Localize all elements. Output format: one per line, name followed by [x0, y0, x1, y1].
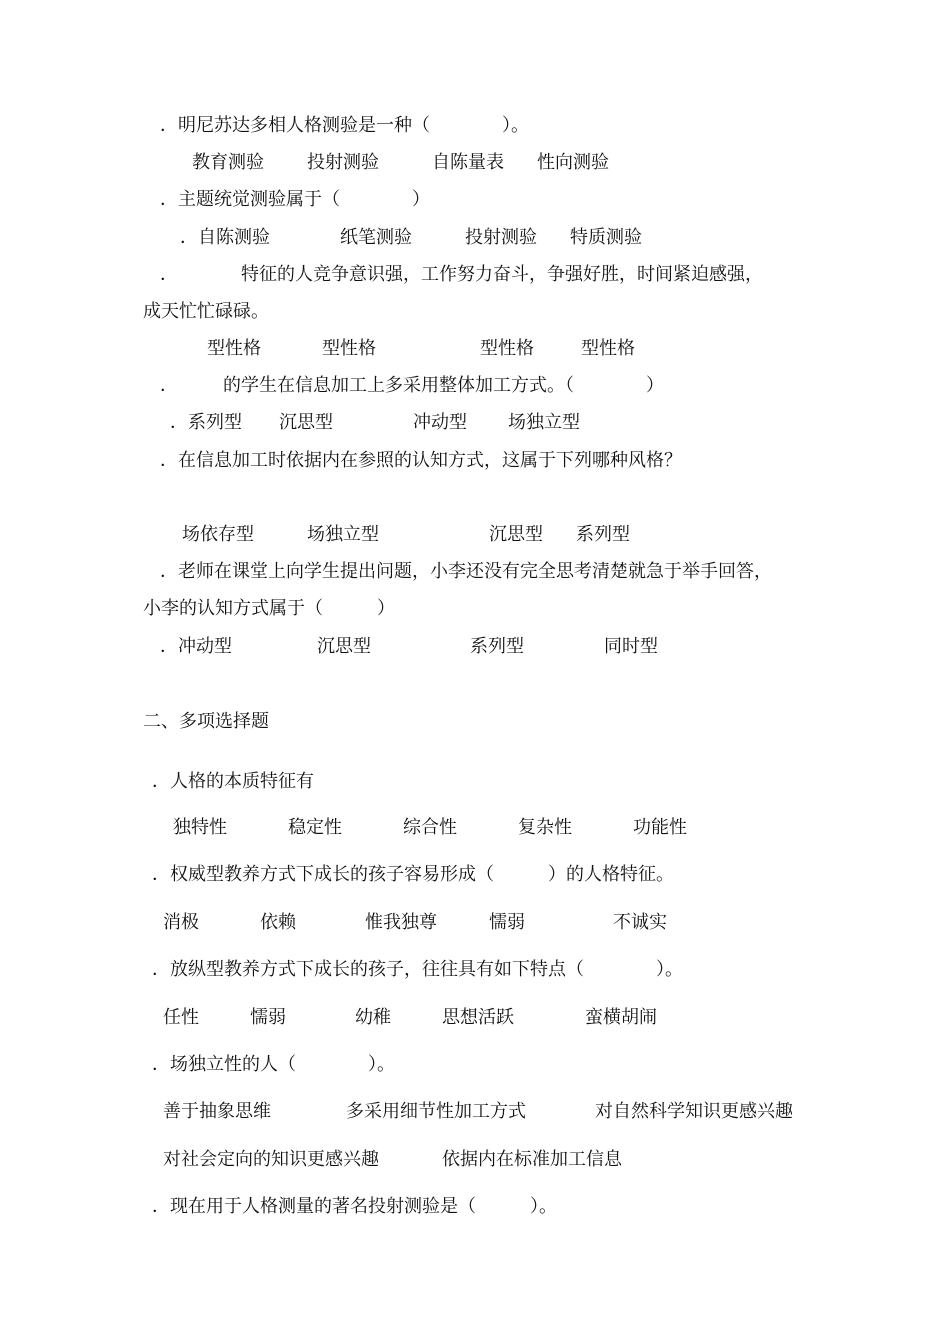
question-1-option-a: 教育测验	[192, 152, 264, 173]
question-3-stem-continued: 成天忙忙碌碌。	[143, 301, 269, 322]
multi-question-2-option-b: 依赖	[260, 912, 296, 933]
multi-question-4-option-e: 依据内在标准加工信息	[442, 1149, 622, 1170]
multi-question-1-option-e: 功能性	[633, 817, 687, 838]
multi-question-2-option-d: 懦弱	[489, 912, 525, 933]
section-heading-multiple-choice: 二、多项选择题	[143, 711, 269, 732]
multi-question-2-option-e: 不诚实	[613, 912, 667, 933]
multi-question-4-option-d: 对社会定向的知识更感兴趣	[163, 1149, 379, 1170]
question-2-option-d: 特质测验	[570, 227, 642, 248]
question-5-stem: ．在信息加工时依据内在参照的认知方式，这属于下列哪种风格？	[160, 450, 682, 471]
question-4-stem: ． 的学生在信息加工上多采用整体加工方式。（ ）	[160, 375, 664, 396]
question-6-option-d: 同时型	[604, 636, 658, 657]
question-4-option-c: 冲动型	[413, 412, 467, 433]
question-2-option-b: 纸笔测验	[340, 227, 412, 248]
multi-question-3-option-b: 懦弱	[250, 1007, 286, 1028]
question-4-option-b: 沉思型	[279, 412, 333, 433]
multi-question-3-stem: ．放纵型教养方式下成长的孩子，往往具有如下特点（ ）。	[152, 959, 683, 980]
multi-question-1-option-a: 独特性	[173, 817, 227, 838]
question-3-option-d: 型性格	[581, 338, 635, 359]
question-4-option-d: 场独立型	[508, 412, 580, 433]
question-6-option-a: ．冲动型	[160, 636, 232, 657]
multi-question-4-option-c: 对自然科学知识更感兴趣	[595, 1101, 793, 1122]
multi-question-2-option-c: 惟我独尊	[365, 912, 437, 933]
question-2-option-a: ．自陈测验	[180, 227, 270, 248]
question-5-option-c: 沉思型	[489, 524, 543, 545]
multi-question-1-option-b: 稳定性	[288, 817, 342, 838]
question-3-option-b: 型性格	[322, 338, 376, 359]
multi-question-4-option-b: 多采用细节性加工方式	[346, 1101, 526, 1122]
question-1-option-b: 投射测验	[307, 152, 379, 173]
multi-question-4-option-a: 善于抽象思维	[163, 1101, 271, 1122]
question-5-option-a: 场依存型	[182, 524, 254, 545]
question-3-option-c: 型性格	[480, 338, 534, 359]
multi-question-2-option-a: 消极	[163, 912, 199, 933]
multi-question-1-option-d: 复杂性	[518, 817, 572, 838]
multi-question-2-stem: ．权威型教养方式下成长的孩子容易形成（ ）的人格特征。	[152, 864, 674, 885]
question-6-option-b: 沉思型	[317, 636, 371, 657]
question-2-option-c: 投射测验	[465, 227, 537, 248]
question-3-stem: ． 特征的人竞争意识强，工作努力奋斗，争强好胜，时间紧迫感强，	[160, 264, 763, 285]
question-5-option-d: 系列型	[576, 524, 630, 545]
question-6-option-c: 系列型	[470, 636, 524, 657]
multi-question-3-option-e: 蛮横胡闹	[585, 1007, 657, 1028]
question-1-option-d: 性向测验	[537, 152, 609, 173]
question-2-stem: ．主题统觉测验属于（ ）	[160, 189, 430, 210]
question-1-option-c: 自陈量表	[432, 152, 504, 173]
multi-question-4-stem: ．场独立性的人（ ）。	[152, 1054, 395, 1075]
multi-question-3-option-d: 思想活跃	[442, 1007, 514, 1028]
multi-question-5-stem: ．现在用于人格测量的著名投射测验是（ ）。	[152, 1196, 557, 1217]
question-6-stem-continued: 小李的认知方式属于（ ）	[143, 598, 395, 619]
question-3-option-a: 型性格	[207, 338, 261, 359]
question-4-option-a: ．系列型	[170, 412, 242, 433]
multi-question-3-option-a: 任性	[163, 1007, 199, 1028]
question-1-stem: ．明尼苏达多相人格测验是一种（ ）。	[160, 115, 529, 136]
question-5-option-b: 场独立型	[307, 524, 379, 545]
question-6-stem: ．老师在课堂上向学生提出问题，小李还没有完全思考清楚就急于举手回答，	[160, 561, 772, 582]
multi-question-1-option-c: 综合性	[403, 817, 457, 838]
multi-question-1-stem: ．人格的本质特征有	[152, 771, 314, 792]
multi-question-3-option-c: 幼稚	[355, 1007, 391, 1028]
